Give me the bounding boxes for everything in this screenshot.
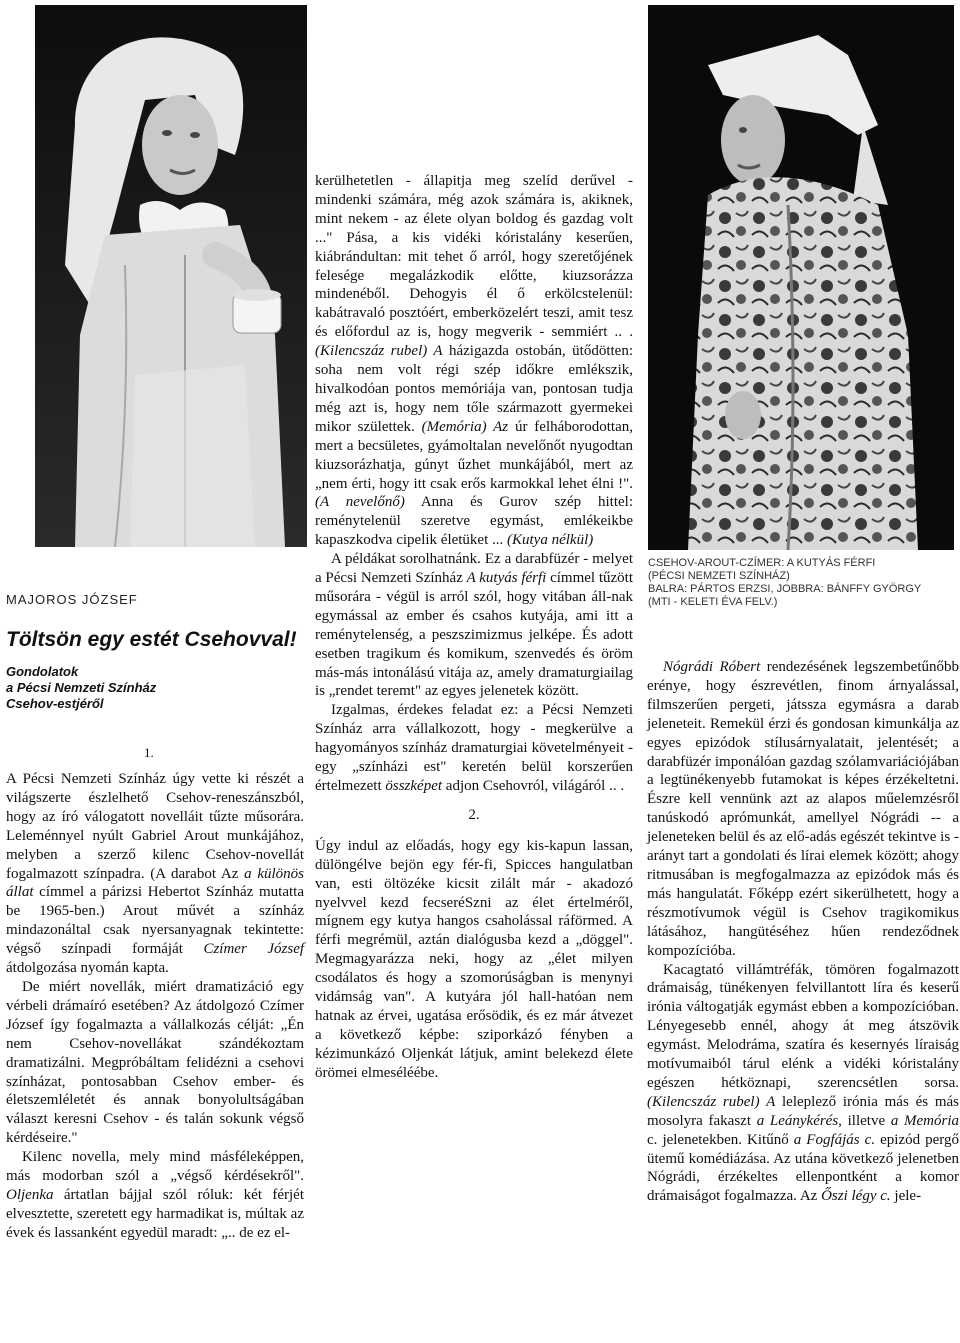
col3-p2-text-a: Kacagtató villámtréfák, tömören fogalmazott drámaiság, tünékenyen felvillantott líra és keserű irónia váltogatják egymást ebben a kompozícióban. Lényegesebb ennél, ahogy át meg átszövik egymást. Melodráma, szatíra és kesernyés líraiság motívumaiból tárul elénk a vidéki kóristalány egészen hétköznapi, szerencsétlen sorsa. — [647, 961, 959, 1091]
col1-p1-text-c: címmel a párizsi Hebertot Színház mutatta be 1965-ben.) Arout művét a színház mindazonáltal csak nyersanyagnak tekintette: végső színpadi formáját — [6, 884, 304, 958]
col1-paragraph-3 — [6, 1148, 304, 1243]
col1-p3-text-c: ártatlan bájjal szól róluk: két férjét elvesztette, szeretett egy harmadikat is, múltak az évek és lassanként egyedül maradt: „.. de ez el- — [6, 1186, 305, 1241]
col2-p1-italic-f: (A nevelőnő) — [315, 494, 405, 511]
col3-p2-text-i: epizód pergő ütemű komédiázása. Az utána következő jelenetben Nógrádi, érzékeltes ellenpontként a komor drámaiságot fogalmazza. Az — [647, 1131, 960, 1205]
article-column-2 — [315, 172, 633, 1083]
photo-actress-white-costume — [35, 5, 307, 547]
col2-paragraph-4: Úgy indul az előadás, hogy egy kis-kapun lassan, dülöngélve bejön egy fér-fi, Spicces hangulatban van, esti öltözéke kicsit zilált már - akadozó nyelvvel kezd fecseréSzni az élet értelméről, mígnem egy kutya hangos csaholással ráförmed. A férfi megrémül, aztán dialógusba kezd a „döggel". Megmagyarázza neki, hogy az „élet milyen csodálatos és hogy a szomorúságban is menynyi vidámság van". A kutyára jól hall-hatóan nem hatnak az érvei, ugatása erősödik, és ez már átvezet a következő képbe: sziporkázó fényben a kézimunkázó Oljenkát látjuk, amint belekezd élete örömei elmeséléébe. — [315, 837, 633, 1081]
col2-p2-text-c: címmel tűzött műsorára - végül is arról szól, hogy vitában áll-nak egymással az ember és csahos kutyája, ami itt a reménytelenség, a peszszimizmus jelképe. És adott esetben tragikum és komikum, szenvedés és öröm más-más intonálású vitája az, amely dramaturgiailag is „rendet teremt" az egyes jelenetek között. — [315, 570, 633, 700]
col3-p2-text-k: jele- — [894, 1188, 922, 1205]
photo-right-illustration — [648, 5, 954, 550]
photo-left-illustration — [35, 5, 307, 547]
col2-p1-italic-h: (Kutya nélkül) — [507, 532, 594, 549]
col1-paragraph-2: De miért novellák, miért dramatizáció egy vérbeli drámaíró esetében? Az átdolgozó Czímer József így fogalmazta a vállalkozás célját: „Én nem Csehov-novellákat szándékoztam dramatizálni. Megpróbáltam felidézni a csehovi színházat, pontosabban Csehov ember- és életszemléletét és annak bonyolultságában választ keresni Csehov - és talán sokunk végső kérdéseire." — [6, 978, 304, 1147]
col1-p1-text-e: átdolgozása nyomán kapta. — [6, 960, 169, 977]
col3-p2-italic-j: Őszi légy c. — [821, 1188, 891, 1205]
col1-p1-italic-title: a különös állat — [6, 865, 304, 901]
col3-p2-italic-h: a Fogfájás c. — [793, 1131, 876, 1148]
col3-p1-italic-name: Nógrádi Róbert — [663, 659, 761, 675]
col2-paragraph-1 — [315, 172, 633, 550]
col1-p3-text-a: Kilenc novella, mely mind másféleképpen, más modorban szól a „végső kérdésekről". — [6, 1149, 304, 1185]
col2-paragraph-3 — [315, 701, 633, 796]
article-title: Töltsön egy estét Csehovval! — [6, 628, 297, 651]
article-column-3 — [647, 658, 959, 1206]
subtitle-line-1: Gondolatok — [6, 664, 79, 679]
caption-line-4: (MTI - KELETI ÉVA FELV.) — [648, 596, 778, 608]
col3-p2-text-e: illetve — [847, 1112, 886, 1129]
section-number-2: 2. — [468, 806, 480, 823]
col2-p1-text-c: házigazda ostobán, ütődötten: soha nem volt régi szép időkre emlékszik, hivalkodóan pontos memóriája van, pontosan tudja még azt is, hogy nem tőle származott gyermekei mikor születtek. — [315, 343, 633, 435]
col1-p3-italic: Oljenka — [6, 1186, 54, 1203]
col3-p2-italic-d: a Leánykérés, — [756, 1112, 842, 1129]
col3-p2-italic-b: (Kilencszáz rubel) A — [647, 1093, 776, 1110]
col2-p3-text-a: Izgalmas, érdekes feladat ez: a Pécsi Nemzeti Színház arra vállalkozott, hogy - megkerülve a hagyományos színház dramaturgiai követelményeit - egy „színházi est" keretén belül korszerűen értelmezett — [315, 702, 633, 794]
col1-p1-italic-name: Czímer József — [203, 941, 305, 958]
section-number-1: 1. — [144, 745, 154, 760]
subtitle-line-2: a Pécsi Nemzeti Színház — [6, 680, 157, 695]
col2-p3-text-c: adjon Csehovról, világáról .. . — [445, 778, 625, 794]
col2-p1-text-g: Anna és Gurov szép hittel: reménytelenül szeretve egymást, emlékeikbe kapaszkodva cipelik életüket ... — [315, 494, 633, 549]
col3-p1-text-b: rendezésének legszembetűnőbb erénye, hogy észrevétlen, finom árnyalással, filmszerűen pergeti, játssza egymásra a darab jeleneteit. Remekül érzi és gondosan kimunkálja az egyes epizódok stílusárnyalatait, jelentését; a darabfüzér imponálóan gazdag szólamvariációjában a legtünékenyebb futamokat is képes érzékeltetni. Észre kell vennünk azt az alapos műelemzésről tanúskodó aprómunkát, amellyel Nógrádi -- a jeleneteken belül és az elő-adás egészét tekintve is - arányt tart a gondolati és lírai elemek között; ahogy ritmusában is megfogalmazza az epizódok más és más hangulatát. Főképp ezért sikerülhetett, hogy a részmotívumok végül is Csehov tragikomikus látásához, hangütéséhez hűen rendeződnek kompozícióba. — [647, 659, 959, 959]
caption-line-3: BALRA: PÁRTOS ERZSI, JOBBRA: BÁNFFY GYÖRGY — [648, 583, 922, 595]
subtitle-line-3: Csehov-estjéről — [6, 696, 104, 711]
col2-p3-italic-b: összképet — [385, 778, 443, 794]
photo-caption — [648, 557, 958, 609]
photo-actor-patterned-robe — [648, 5, 954, 550]
col1-p1-text-a: A Pécsi Nemzeti Színház úgy vette ki részét a világszerte észlelhető Csehov-reneszánszból, hogy az író válogatott novelláit tűzte műsorára. Leleménnyel nyúlt Gabriel Arout munkájához, melyben a szerző kilenc Csehov-novellát fogalmazott színpadra. (A darabot Az — [6, 771, 304, 882]
col3-p2-text-g: c. jelenetekben. Kitűnő — [647, 1131, 789, 1148]
caption-line-1: CSEHOV-AROUT-CZÍMER: A KUTYÁS FÉRFI — [648, 557, 876, 569]
article-subtitle — [6, 664, 156, 712]
col2-p1-text-a: kerülhetetlen - állapitja meg szelíd derűvel - mindenki számára, még azok számára is, akiknek, mint nekem - az élete olyan boldog és gazdag volt ..." Pása, a kis vidéki kóristalány keserűen, kiábrándultan: mit tehet ő arról, hogy szeretőjének felesége megalázkodik előtte, kiuzsorázza mindenéből. Dehogyis él ő erkölcstelenül: kabátravaló posztóért, emberközelért teszi, amit tesz és előfordul az is, hogy megverik - semmiért .. . — [315, 173, 633, 341]
col2-p1-italic-b: (Kilencszáz rubel) A — [315, 343, 443, 360]
col3-paragraph-1 — [647, 658, 959, 961]
article-column-1 — [6, 770, 304, 1243]
col3-paragraph-2 — [647, 961, 959, 1207]
col2-p1-italic-d: (Memória) Az — [421, 418, 509, 435]
author-byline: MAJOROS JÓZSEF — [6, 592, 138, 607]
col3-p2-text-c: leleplező irónia más és más mosolyra fakaszt — [647, 1093, 959, 1129]
col2-p2-italic-b: A kutyás férfi — [466, 570, 547, 587]
caption-line-2: (PÉCSI NEMZETI SZÍNHÁZ) — [648, 570, 790, 582]
col2-p1-text-e: úr felháborodottan, mert a becsületes, gyámoltalan nevelőnőt nyugodtan kiuzsorázhatja, gúnyt űzhet munkájából, mert az „nem érti, hogy itt csak erős karmokkal lehet élni !". — [315, 418, 634, 492]
col2-p2-text-a: A példákat sorolhatnánk. Ez a darabfüzér - melyet a Pécsi Nemzeti Színház — [315, 551, 633, 587]
col3-p2-italic-f: a Memória — [890, 1112, 959, 1129]
col1-paragraph-1 — [6, 770, 304, 978]
col2-paragraph-2 — [315, 550, 633, 701]
